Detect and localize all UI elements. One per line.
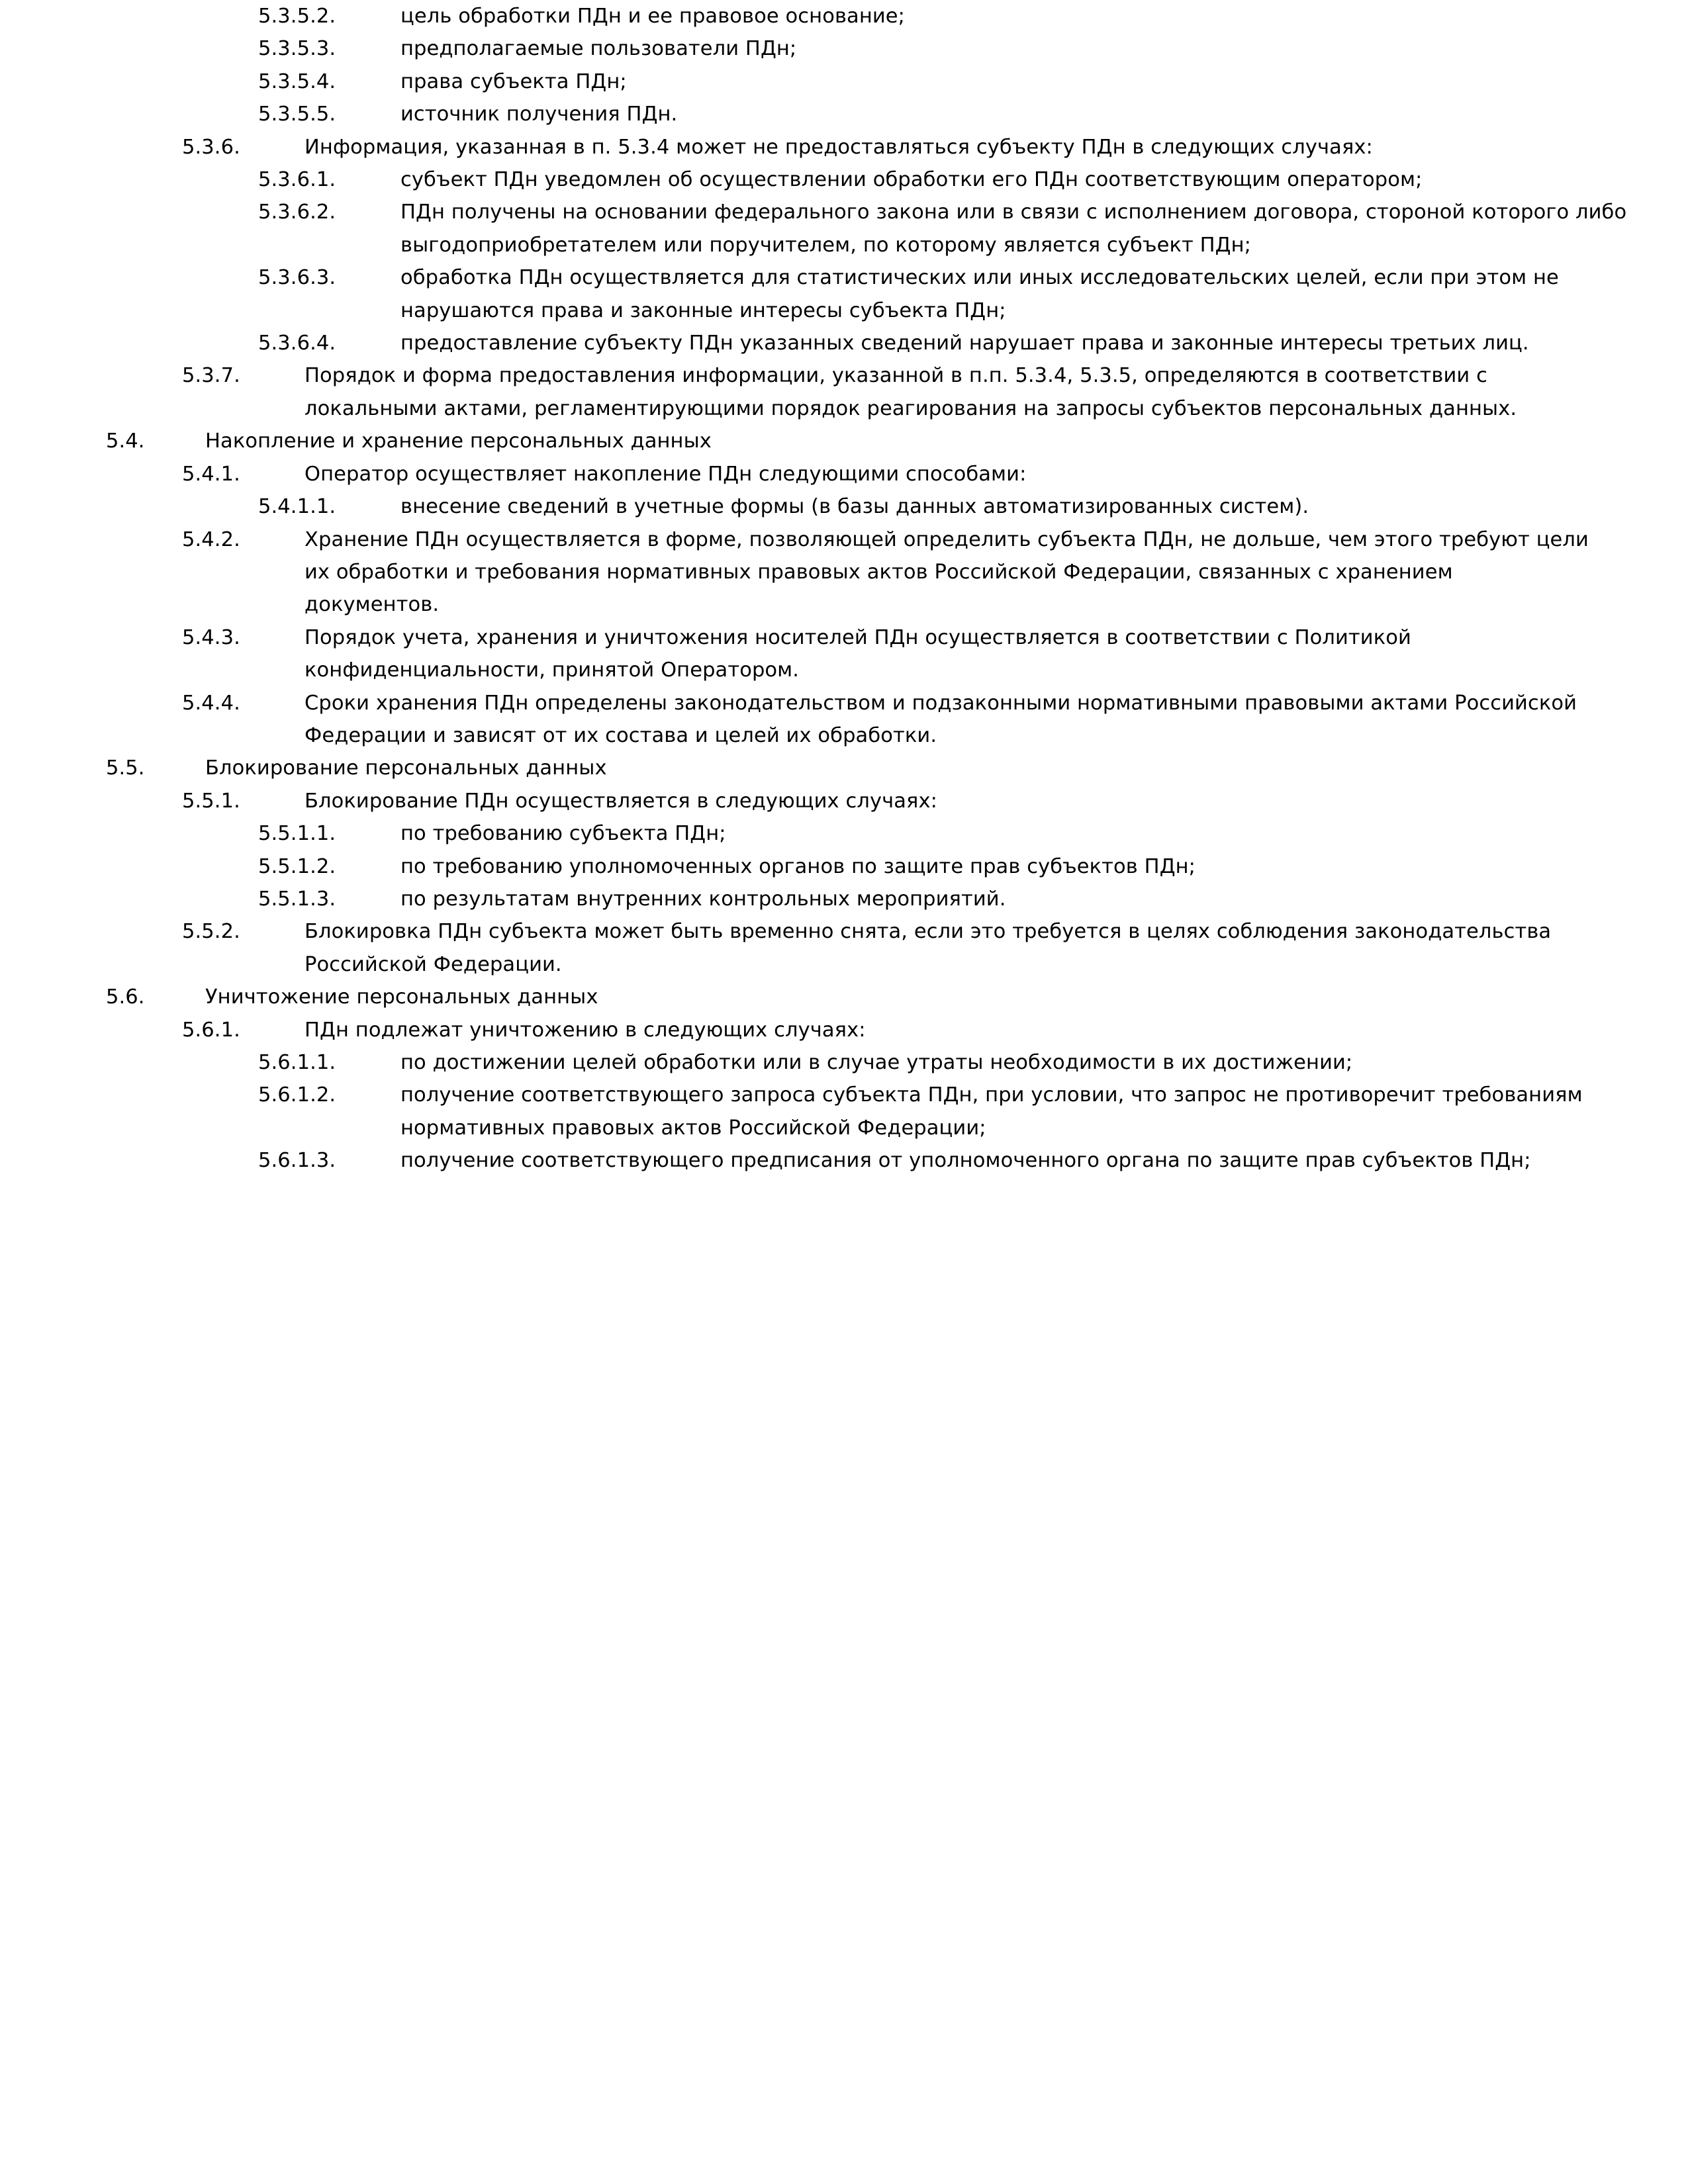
clause-number: 5.3.5.2. xyxy=(258,5,336,28)
clause-text: Блокировка ПДн субъекта может быть временно снята, если это требуется в целях соблюдения законодательства Российской Федерации. xyxy=(305,920,1552,976)
clause-item xyxy=(0,1144,1688,1177)
clause-item xyxy=(0,327,1688,359)
clause-item xyxy=(0,163,1688,196)
clause-number: 5.3.5.3. xyxy=(258,37,336,61)
clause-item xyxy=(0,883,1688,915)
clause-item xyxy=(0,32,1688,65)
clause-item xyxy=(0,425,1688,457)
clause-text: Информация, указанная в п. 5.3.4 может не предоставляться субъекту ПДн в следующих случаях: xyxy=(305,135,1373,159)
clause-item xyxy=(0,1014,1688,1046)
clause-text: ПДн подлежат уничтожению в следующих случаях: xyxy=(305,1018,866,1042)
clause-number: 5.3.5.4. xyxy=(258,69,336,93)
clause-text: по требованию субъекта ПДн; xyxy=(400,822,726,846)
clause-text: Оператор осуществляет накопление ПДн следующими способами: xyxy=(305,462,1027,486)
clause-text: предоставление субъекту ПДн указанных сведений нарушает права и законные интересы третьих лиц. xyxy=(400,332,1529,355)
clause-text: Накопление и хранение персональных данных xyxy=(205,430,712,453)
clause-number: 5.5.1.3. xyxy=(258,887,336,911)
clause-text: получение соответствующего предписания от уполномоченного органа по защите прав субъектов ПДн; xyxy=(400,1149,1531,1173)
clause-item xyxy=(0,66,1688,98)
clause-number: 5.5.1.2. xyxy=(258,854,336,878)
clause-text: цель обработки ПДн и ее правовое основание; xyxy=(400,5,906,28)
clause-text: по достижении целей обработки или в случае утраты необходимости в их достижении; xyxy=(400,1051,1353,1074)
clause-number: 5.3.5.5. xyxy=(258,103,336,126)
clause-text: Уничтожение персональных данных xyxy=(205,985,598,1009)
clause-text: предполагаемые пользователи ПДн; xyxy=(400,37,797,61)
clause-item xyxy=(0,915,1688,981)
clause-text: Сроки хранения ПДн определены законодательством и подзаконными нормативными правовыми актами Российской Федерации и зависят от их состава и целей их обработки. xyxy=(305,691,1577,747)
clause-number: 5.4.4. xyxy=(182,691,240,715)
clause-text: ПДн получены на основании федерального закона или в связи с исполнением договора, стороной которого либо выгодоприобретателем или поручителем, по которому является субъект ПДн; xyxy=(400,201,1627,257)
clause-text: субъект ПДн уведомлен об осуществлении обработки его ПДн соответствующим оператором; xyxy=(400,168,1423,192)
clause-number: 5.6.1. xyxy=(182,1018,240,1042)
clause-text: Хранение ПДн осуществляется в форме, позволяющей определить субъекта ПДн, не дольше, чем этого требуют цели их обработки и требования нормативных правовых актов Российской Федерации, связанных с хранением документов. xyxy=(305,527,1589,617)
clause-number: 5.5.2. xyxy=(182,920,240,944)
clause-item xyxy=(0,785,1688,817)
clause-item xyxy=(0,752,1688,784)
clause-item xyxy=(0,131,1688,163)
clause-item xyxy=(0,850,1688,883)
clause-number: 5.3.6.3. xyxy=(258,266,336,290)
clause-number: 5.6.1.3. xyxy=(258,1149,336,1173)
clause-number: 5.3.6.2. xyxy=(258,201,336,224)
clause-item xyxy=(0,621,1688,687)
clause-text: внесение сведений в учетные формы (в базы данных автоматизированных систем). xyxy=(400,495,1309,519)
clause-item xyxy=(0,817,1688,850)
clause-text: источник получения ПДн. xyxy=(400,103,678,126)
clause-number: 5.3.7. xyxy=(182,364,240,388)
clause-item xyxy=(0,981,1688,1013)
clause-text: обработка ПДн осуществляется для статистических или иных исследовательских целей, если при этом не нарушаются права и законные интересы субъекта ПДн; xyxy=(400,266,1559,322)
clause-number: 5.6. xyxy=(106,985,145,1009)
clause-number: 5.5.1.1. xyxy=(258,822,336,846)
clause-text: Порядок учета, хранения и уничтожения носителей ПДн осуществляется в соответствии с Политикой конфиденциальности, принятой Оператором. xyxy=(305,625,1411,682)
clause-item xyxy=(0,1079,1688,1144)
clause-number: 5.6.1.2. xyxy=(258,1083,336,1107)
clause-number: 5.4.2. xyxy=(182,527,240,551)
clause-item xyxy=(0,687,1688,752)
clause-item xyxy=(0,458,1688,490)
clause-number: 5.5. xyxy=(106,756,145,780)
clause-number: 5.3.6.1. xyxy=(258,168,336,192)
clause-number: 5.6.1.1. xyxy=(258,1051,336,1074)
clause-number: 5.4.1. xyxy=(182,462,240,486)
clause-number: 5.3.6.4. xyxy=(258,332,336,355)
clause-number: 5.4. xyxy=(106,430,145,453)
clause-text: Порядок и форма предоставления информации, указанной в п.п. 5.3.4, 5.3.5, определяются в соответствии с локальными актами, регламентирующими порядок реагирования на запросы субъектов персональных данных. xyxy=(305,364,1517,420)
clause-item xyxy=(0,359,1688,425)
clause-number: 5.3.6. xyxy=(182,135,240,159)
clause-number: 5.4.1.1. xyxy=(258,495,336,519)
clause-text: по результатам внутренних контрольных мероприятий. xyxy=(400,887,1006,911)
clause-item xyxy=(0,1046,1688,1079)
clause-item xyxy=(0,523,1688,621)
clause-text: получение соответствующего запроса субъекта ПДн, при условии, что запрос не противоречит требованиям нормативных правовых актов Российской Федерации; xyxy=(400,1083,1583,1140)
clause-text: Блокирование ПДн осуществляется в следующих случаях: xyxy=(305,789,938,813)
clause-item xyxy=(0,196,1688,261)
clause-number: 5.5.1. xyxy=(182,789,240,813)
clause-text: Блокирование персональных данных xyxy=(205,756,607,780)
clause-item xyxy=(0,98,1688,130)
clause-text: по требованию уполномоченных органов по защите прав субъектов ПДн; xyxy=(400,854,1196,878)
clause-item xyxy=(0,490,1688,523)
clause-item xyxy=(0,0,1688,32)
clause-item xyxy=(0,261,1688,327)
clause-number: 5.4.3. xyxy=(182,625,240,649)
clause-text: права субъекта ПДн; xyxy=(400,69,627,93)
